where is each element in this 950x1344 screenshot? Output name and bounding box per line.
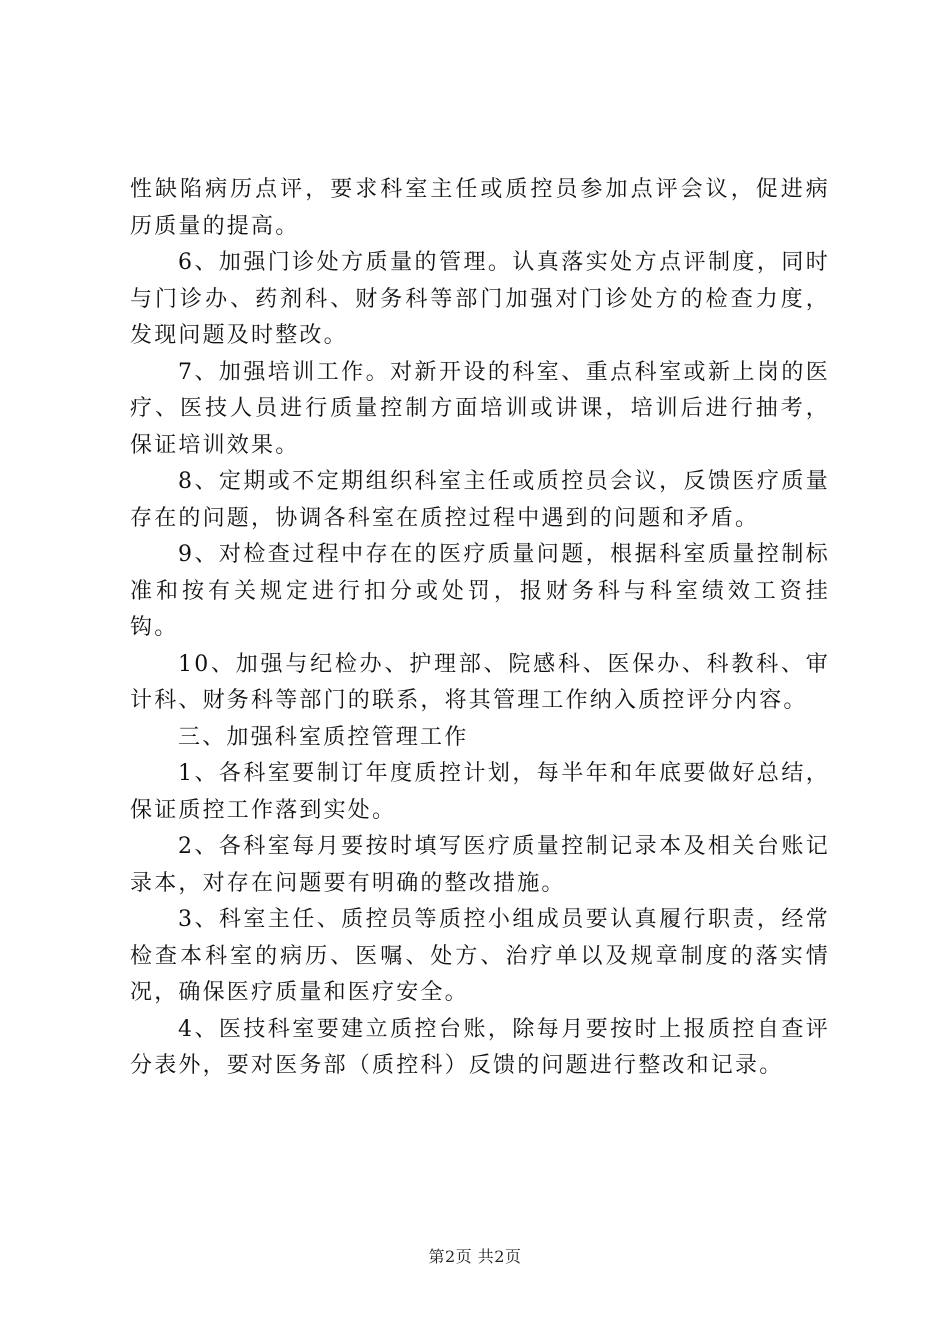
paragraph-8: 2、各科室每月要按时填写医疗质量控制记录本及相关台账记录本，对存在问题要有明确的整改措施。 xyxy=(130,834,830,896)
page-footer: 第2页 共2页 xyxy=(428,1247,522,1266)
paragraph-9: 3、科室主任、质控员等质控小组成员要认真履行职责，经常检查本科室的病历、医嘱、处方、治疗单以及规章制度的落实情况，确保医疗质量和医疗安全。 xyxy=(130,907,830,1005)
section-heading: 三、加强科室质控管理工作 xyxy=(178,724,469,750)
paragraph-7: 1、各科室要制订年度质控计划，每半年和年底要做好总结，保证质控工作落到实处。 xyxy=(130,761,830,823)
paragraph-1: 6、加强门诊处方质量的管理。认真落实处方点评制度，同时与门诊办、药剂科、财务科等部门加强对门诊处方的检查力度，发现问题及时整改。 xyxy=(130,250,830,348)
paragraph-4: 9、对检查过程中存在的医疗质量问题，根据科室质量控制标准和按有关规定进行扣分或处罚，报财务科与科室绩效工资挂钩。 xyxy=(130,542,830,640)
paragraph-0: 性缺陷病历点评，要求科室主任或质控员参加点评会议，促进病历质量的提高。 xyxy=(130,177,830,239)
paragraph-2: 7、加强培训工作。对新开设的科室、重点科室或新上岗的医疗、医技人员进行质量控制方面培训或讲课，培训后进行抽考，保证培训效果。 xyxy=(130,359,830,458)
paragraph-5: 10、加强与纪检办、护理部、院感科、医保办、科教科、审计科、财务科等部门的联系，将其管理工作纳入质控评分内容。 xyxy=(130,651,830,713)
paragraph-10: 4、医技科室要建立质控台账，除每月要按时上报质控自查评分表外，要对医务部（质控科）反馈的问题进行整改和记录。 xyxy=(130,1016,830,1078)
document-body xyxy=(130,172,830,1085)
paragraph-3: 8、定期或不定期组织科室主任或质控员会议，反馈医疗质量存在的问题，协调各科室在质控过程中遇到的问题和矛盾。 xyxy=(130,469,830,531)
